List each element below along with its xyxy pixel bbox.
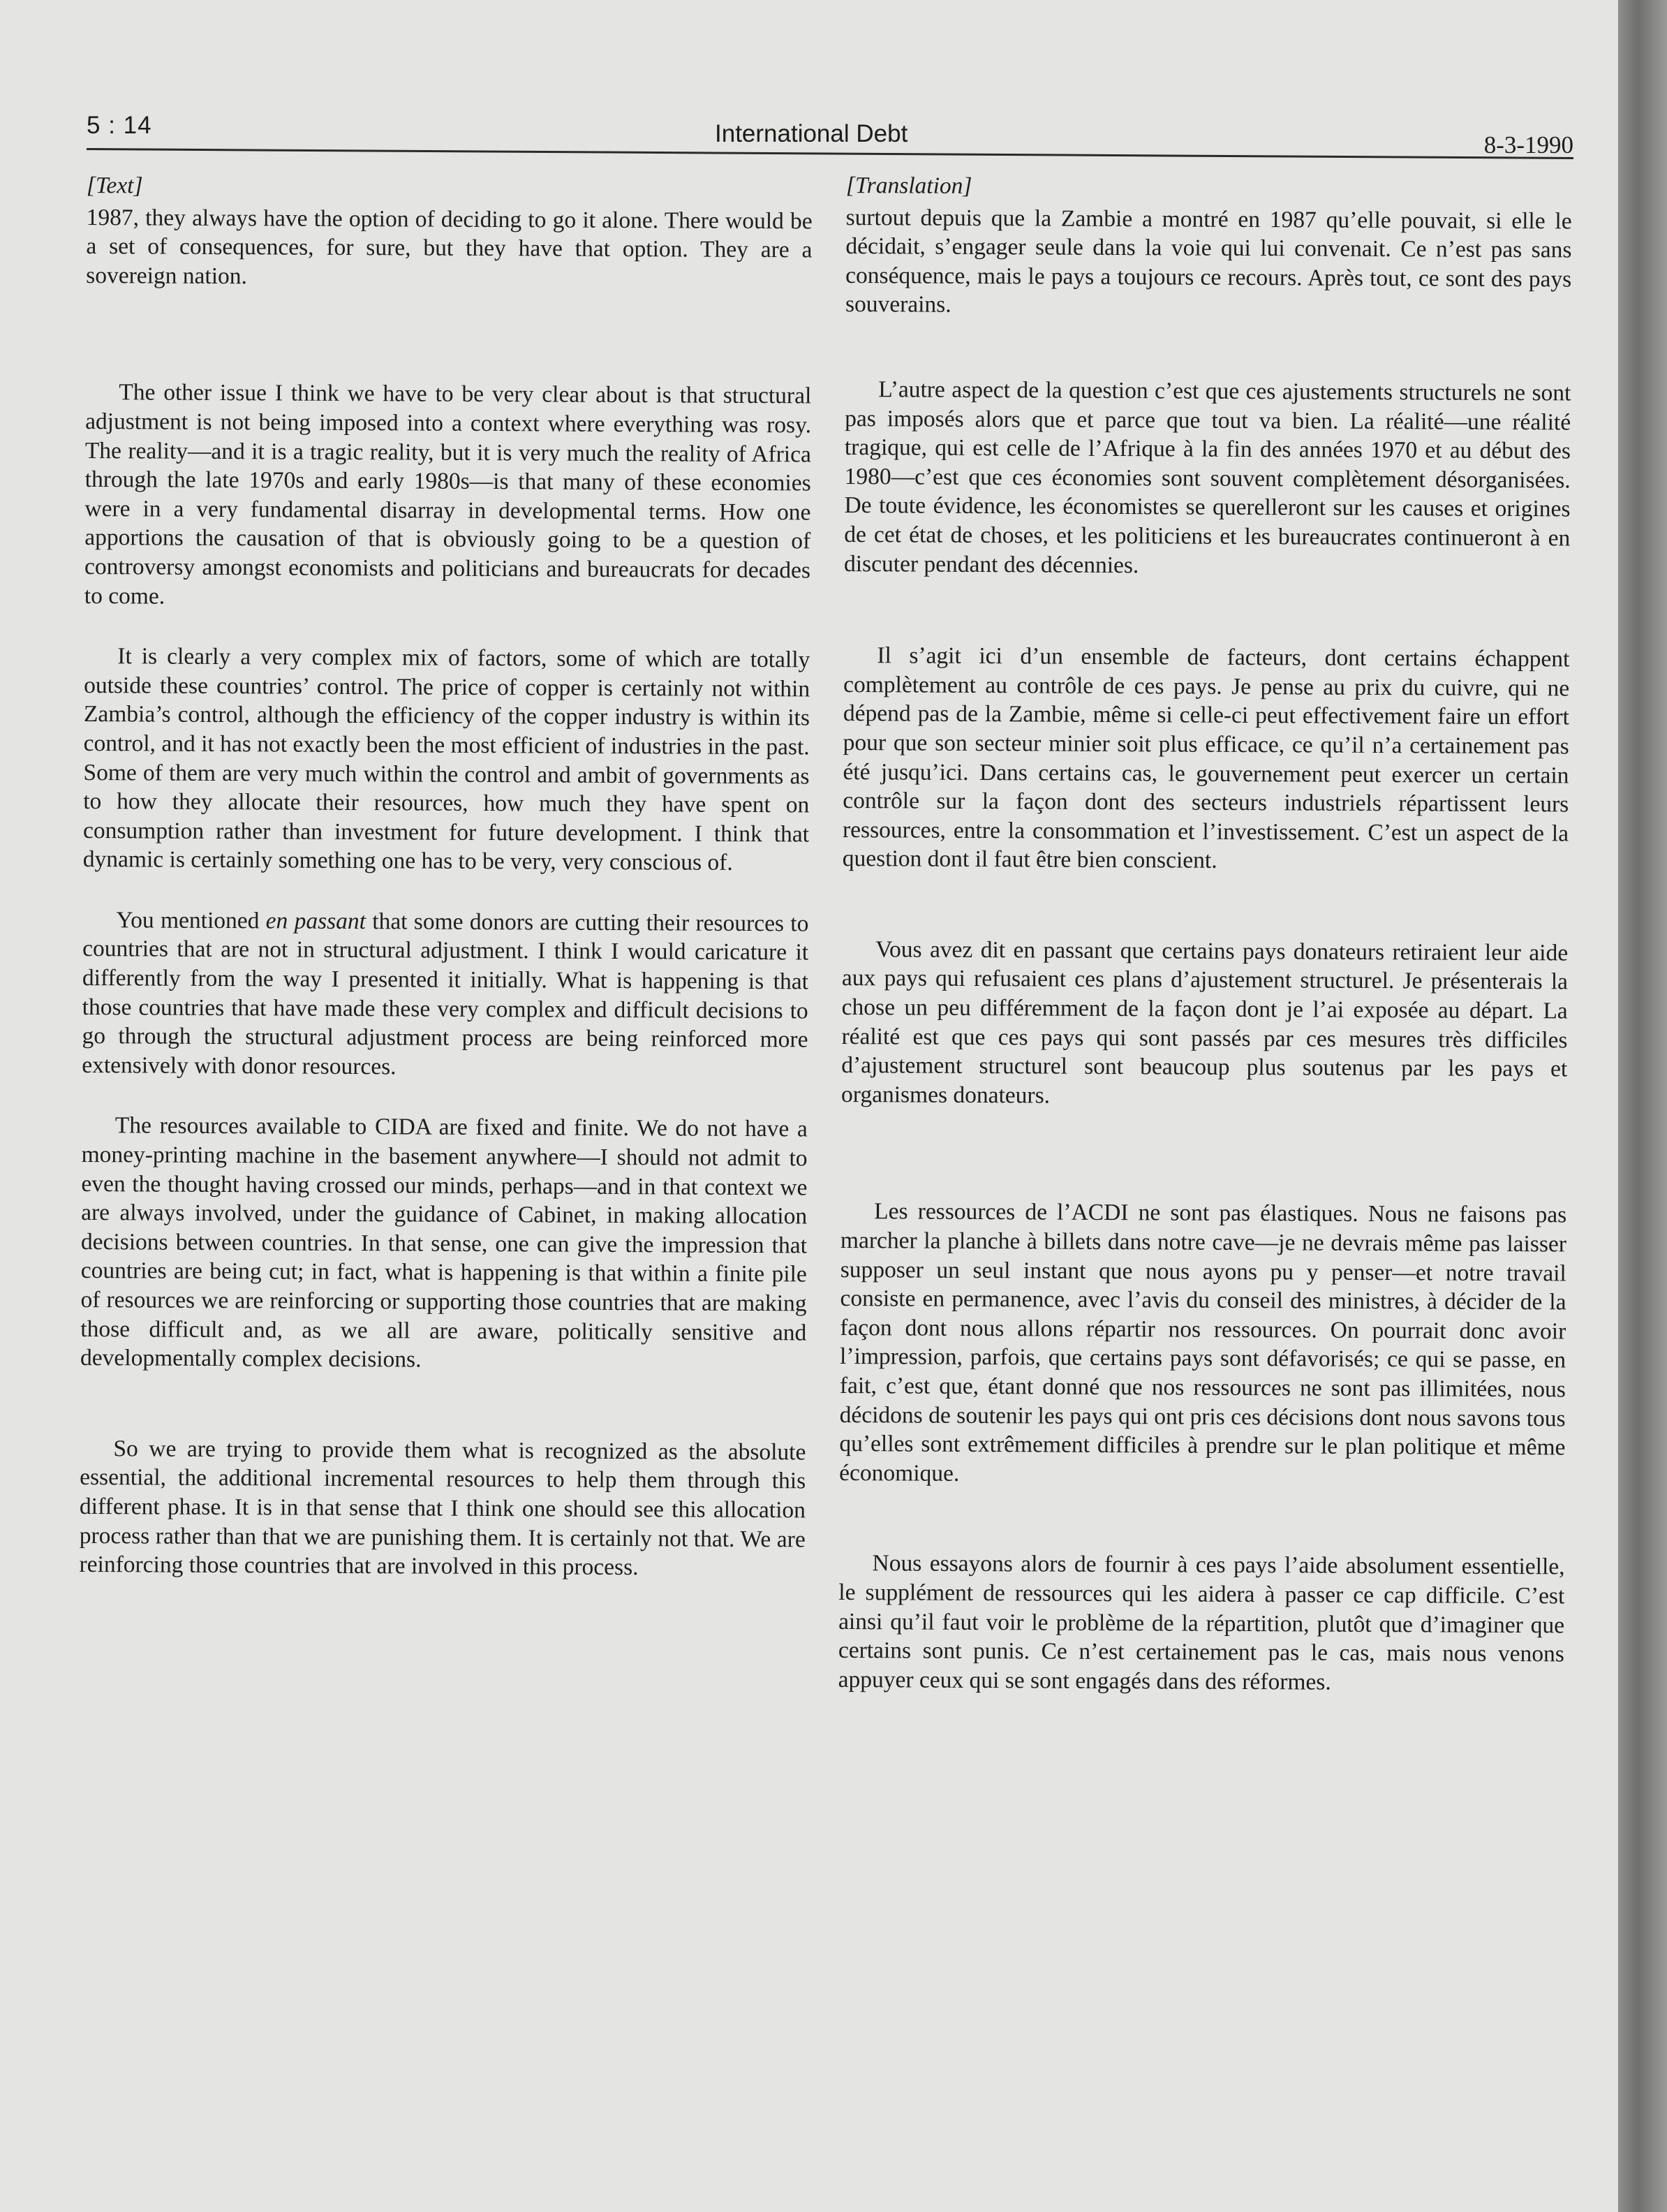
text-paragraph-1: 1987, they always have the option of deciding to go it alone. There would be a set of consequences, for sure, but they have that option. They are a sovereign nation. [86, 204, 813, 289]
translation-paragraph-1: surtout depuis que la Zambie a montré en 1987 qu’elle pouvait, si elle le décidait, s’engager seule dans la voie qui lui convenait. Ce n’est pas sans conséquence, mais le pays a toujours ce recours. Après tout, ce sont des pays souverains. [845, 204, 1572, 318]
page-number: 5 : 14 [87, 112, 152, 139]
text-paragraph-6: So we are trying to provide them what is recognized as the absolute essential, the additional incremental resources to help them through this different phase. It is in that sense that I think one should see this allocation process rather than that we are punishing them. It is certainly not that. We are reinforcing those countries that are involved in this process. [79, 1436, 806, 1581]
emphasis-en-passant: en passant [265, 908, 366, 934]
translation-column [838, 171, 1572, 1698]
translation-column-label: [Translation] [845, 172, 972, 199]
header-date: 8-3-1990 [1483, 131, 1573, 158]
text-column-label: [Text] [86, 172, 143, 199]
text-paragraph-5: The resources available to CIDA are fixed and finite. We do not have a money-printing machine in the basement anywhere—I should not admit to even the thought having crossed our minds, perhaps—and in that context we are always involved, under the guidance of Cabinet, in making allocation decisions between countries. In that sense, one can give the impression that countries are being cut; in fact, what is happening is that within a finite pile of resources we are reinforcing or supporting those countries that are making those difficult and, as we all are aware, politically sensitive and developmentally complex decisions. [80, 1112, 808, 1373]
page-edge-shadow [1618, 0, 1667, 2212]
translation-paragraph-5: Les ressources de l’ACDI ne sont pas élastiques. Nous ne faisons pas marcher la planche à billets dans notre cave—je ne devrais même pas laisser supposer un seul instant que nous ayons pu y penser—et notre travail consiste en permanence, avec l’avis du conseil des ministres, à décider de la façon dont nous allons répartir nos ressources. On pourrait donc avoir l’impression, parfois, que certains pays sont défavorisés; ce qui se passe, en fait, c’est que, étant donné que nos ressources ne sont pas illimitées, nous décidons de soutenir les pays qui ont pris ces décisions dont nous savons tous qu’elles sont extrêmement difficiles à prendre sur le plan politique et même économique. [839, 1198, 1567, 1487]
translation-paragraph-2: L’autre aspect de la question c’est que ces ajustements structurels ne sont pas imposés alors que et parce que tout va bien. La réalité—une réalité tragique, qui est celle de l’Afrique à la fin des années 1970 et au début des 1980—c’est que ces économies sont souvent complètement désorganisées. De toute évidence, les économistes se querelleront sur les causes et origines de cet état de choses, et les politiciens et les bureaucrates continueront à en discuter pendant des décennies. [843, 376, 1571, 578]
text-paragraph-4-rest: that some donors are cutting their resources to countries that are not in structural adjustment. I think I would caricature it differently from the way I presented it initially. What is happening is that those countries that have made these very complex and difficult decisions to go through the structural adjustment process are being reinforced more extensively with donor resources. [82, 908, 809, 1080]
running-title: International Debt [715, 120, 908, 147]
text-paragraph-2: The other issue I think we have to be very clear about is that structural adjustment is not being imposed into a context where everything was rosy. The reality—and it is a tragic reality, but it is very much the reality of Africa through the late 1970s and early 1980s—is that many of these economies were in a very fundamental disarray in developmental terms. How one apportions the causation of that is obviously going to be a question of controversy amongst economists and politicians and bureaucrats for decades to come. [84, 379, 812, 610]
text-paragraph-4-start: You mentioned [116, 907, 266, 934]
translation-paragraph-4: Vous avez dit en passant que certains pays donateurs retiraient leur aide aux pays qui refusaient ces plans d’ajustement structurel. Je présenterais la chose un peu différemment de la façon dont je l’ai exposée au départ. La réalité est que ces pays qui sont passés par ces mesures très difficiles d’ajustement structurel sont beaucoup plus soutenus par les pays et organismes donateurs. [840, 936, 1569, 1109]
page-header [87, 112, 1573, 158]
translation-paragraph-3: Il s’agit ici d’un ensemble de facteurs, dont certains échappent complètement au contrôle de ces pays. Je pense au prix du cuivre, qui ne dépend pas de la Zambie, même si celle-ci peut effectivement faire un effort pour que son secteur minier soit plus efficace, ce qu’il n’a certainement pas été jusqu’ici. Dans certains cas, le gouvernement peut exercer un certain contrôle sur la façon dont des secteurs industriels répartissent leurs ressources, entre la consommation et l’investissement. C’est un aspect de la question dont il faut être bien conscient. [842, 642, 1570, 874]
translation-paragraph-6: Nous essayons alors de fournir à ces pays l’aide absolument essentielle, le supplément de ressources qui les aidera à passer ce cap difficile. C’est ainsi qu’il faut voir le problème de la répartition, plutôt que d’imaginer que certains sont punis. Ce n’est certainement pas le cas, mais nous venons appuyer ceux qui se sont engagés dans des réformes. [838, 1550, 1565, 1695]
text-paragraph-3: It is clearly a very complex mix of factors, some of which are totally outside these countries’ control. The price of copper is certainly not within Zambia’s control, although the efficiency of the copper industry is within its control, and it has not exactly been the most efficient of industries in the past. Some of them are very much within the control and ambit of governments as to how they allocate their resources, how much they have spent on consumption rather than investment for future development. I think that dynamic is certainly something one has to be very, very conscious of. [82, 643, 810, 876]
text-paragraph-4 [82, 906, 808, 1084]
text-column [79, 171, 813, 1583]
